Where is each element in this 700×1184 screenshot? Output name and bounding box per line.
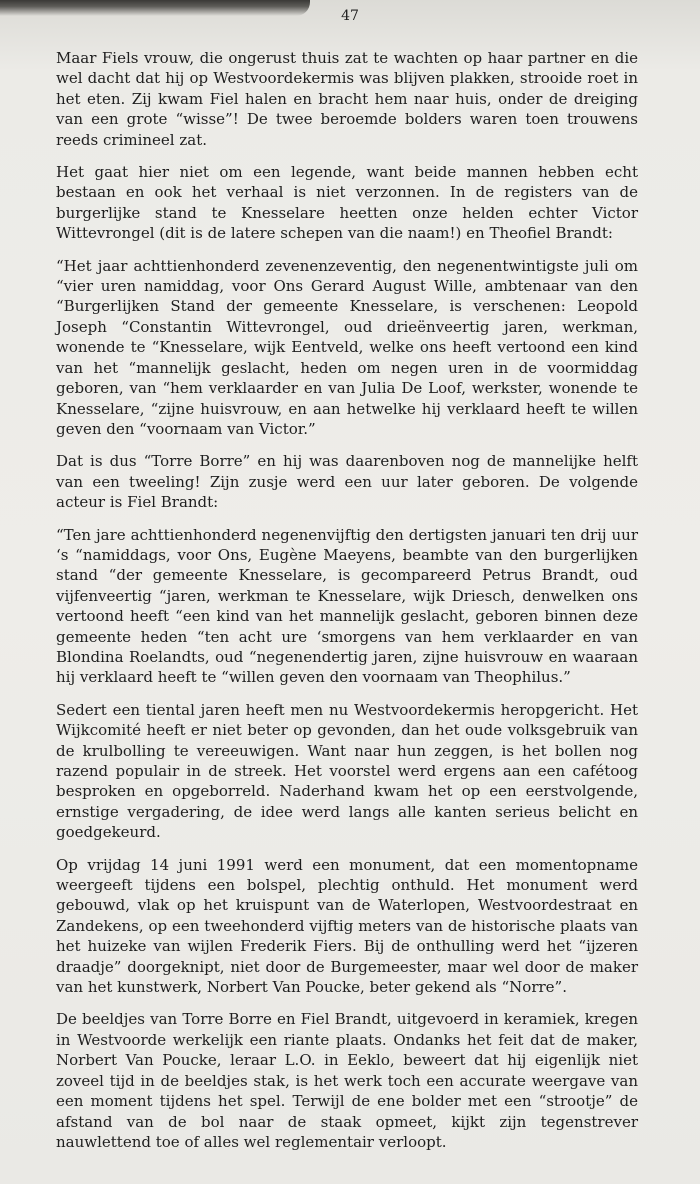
quote-paragraph: “Het jaar achttienhonderd zevenenzeventig, den negenentwintigste juli om “vier uren namiddag, voor Ons Gerard August Wille, ambtenaar van den “Burgerlijken Stand der gemeente Knesselare, is verschenen: Leopold Joseph “Constantin Wittevrongel, oud drieënveertig jaren, werkman, wonende te “Knesselare, wijk Eentveld, welke ons heeft vertoond een kind van het “mannelijk geslacht, heden om negen uren in de voormiddag geboren, van “hem verklaarder en van Julia De Loof, werkster, wonende te Knesselare, “zijne huisvrouw, en aan hetwelke hij verklaard heeft te willen geven den “voornaam van Victor.” [56, 256, 638, 438]
paragraph: De beeldjes van Torre Borre en Fiel Brandt, uitgevoerd in keramiek, kregen in Westvoorde werkelijk een riante plaats. Ondanks het feit dat de maker, Norbert Van Poucke, leraar L.O. in Eeklo, beweert dat hij eigenlijk niet zoveel tijd in de beeldjes stak, is het werk toch een accurate weergave van een moment tijdens het spel. Terwijl de ene bolder met een “strootje” de afstand van de bol naar de staak opmeet, kijkt zijn tegenstrever nauwlettend toe of alles wel reglementair verloopt. [56, 1010, 638, 1151]
page-body [56, 48, 638, 1164]
quote-paragraph: “Ten jare achttienhonderd negenenvijftig den dertigsten januari ten drij uur ‘s “namiddags, voor Ons, Eugène Maeyens, beambte van den burgerlijken stand “der gemeente Knesselare, is gecompareerd Petrus Brandt, oud vijfenveertig “jaren, werkman te Knesselare, wijk Driesch, denwelken ons vertoond heeft “een kind van het mannelijk geslacht, geboren binnen deze gemeente heden “ten acht ure ‘smorgens van hem verklaarder en van Blondina Roelandts, oud “negenendertig jaren, zijne huisvrouw en waaraan hij verklaard heeft te “willen geven den voornaam van Theophilus.” [56, 525, 638, 687]
paragraph: Maar Fiels vrouw, die ongerust thuis zat te wachten op haar partner en die wel dacht dat hij op Westvoordekermis was blijven plakken, strooide roet in het eten. Zij kwam Fiel halen en bracht hem naar huis, onder de dreiging van een grote “wisse”! De twee beroemde bolders waren toen trouwens reeds crimineel zat. [56, 49, 638, 149]
paragraph: Sedert een tiental jaren heeft men nu Westvoordekermis heropgericht. Het Wijkcomité heeft er niet beter op gevonden, dan het oude volksgebruik van de krulbolling te vereeuwigen. Want naar hun zeggen, is het bollen nog razend populair in de streek. Het voorstel werd ergens aan een cafétoog besproken en opgeborreld. Naderhand kwam het op een eerstvolgende, ernstige vergadering, de idee werd langs alle kanten serieus belicht en goedgekeurd. [56, 700, 638, 842]
paragraph: Op vrijdag 14 juni 1991 werd een monument, dat een momentopname weergeeft tijdens een bolspel, plechtig onthuld. Het monument werd gebouwd, vlak op het kruispunt van de Waterlopen, Westvoordestraat en Zandekens, op een tweehonderd vijftig meters van de historische plaats van het huizeke van wijlen Frederik Fiers. Bij de onthulling werd het “ijzeren draadje” doorgeknipt, niet door de Burgemeester, maar wel door de maker van het kunstwerk, Norbert Van Poucke, beter gekend als “Norre”. [56, 855, 638, 997]
paragraph: Dat is dus “Torre Borre” en hij was daarenboven nog de mannelijke helft van een tweeling! Zijn zusje werd een uur later geboren. De volgende acteur is Fiel Brandt: [56, 452, 638, 512]
page-number: 47 [341, 8, 359, 24]
paragraph: Het gaat hier niet om een legende, want beide mannen hebben echt bestaan en ook het verhaal is niet verzonnen. In de registers van de burgerlijke stand te Knesselare heetten onze helden echter Victor Wittevrongel (dit is de latere schepen van die naam!) en Theofiel Brandt: [56, 163, 638, 243]
